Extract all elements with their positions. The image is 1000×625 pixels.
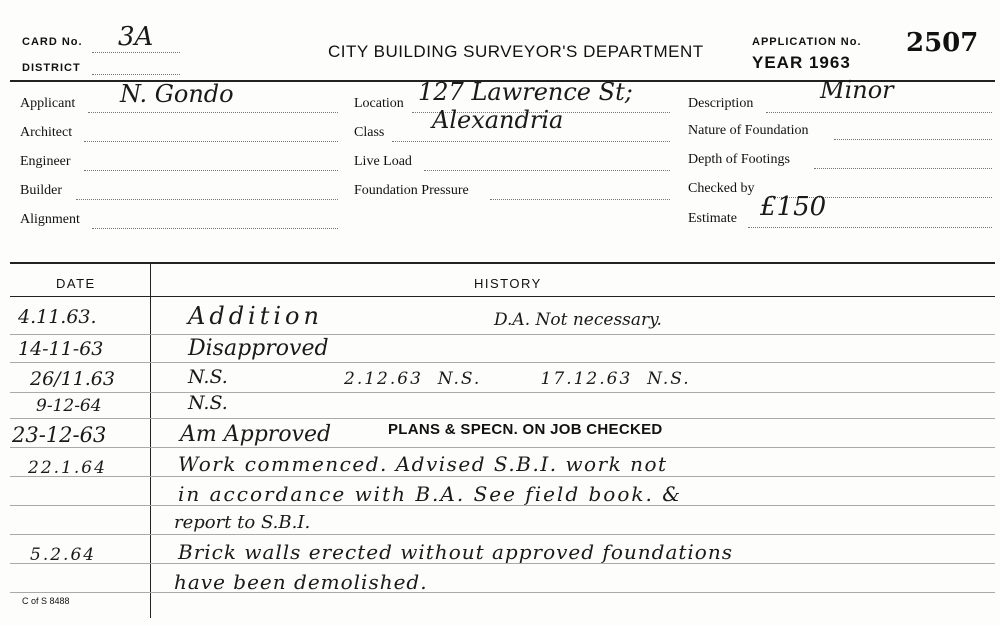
history-row-date: 23-12-63 [12,423,107,447]
application-no-value: 2507 [906,28,979,58]
nature-of-foundation-label: Nature of Foundation [688,123,809,138]
class-label: Class [354,125,385,140]
history-row-entry: Work commenced. Advised S.B.I. work not [178,452,668,476]
history-column-header: HISTORY [474,276,542,291]
history-row-note: 2.12.63 N.S. 17.12.63 N.S. [344,369,691,389]
history-row-date: 22.1.64 [28,458,107,478]
history-row-date: 14-11-63 [18,338,104,360]
history-row-entry: in accordance with B.A. See field book. & [178,482,683,506]
year-label: YEAR 1963 [752,53,851,72]
applicant-value: N. Gondo [120,80,234,108]
builder-label: Builder [20,183,62,198]
card-no-label: CARD No. [22,36,83,48]
estimate-value: £150 [760,192,827,222]
history-row-date: 4.11.63. [18,306,97,328]
form-number: C of S 8488 [22,596,70,606]
location-label: Location [354,96,404,111]
card-no-value: 3A [118,22,154,52]
checked-by-label: Checked by [688,181,755,196]
history-row-entry: N.S. [188,392,228,414]
live-load-label: Live Load [354,154,412,169]
application-no-label: APPLICATION No. [752,36,862,48]
engineer-label: Engineer [20,154,71,169]
approval-stamp: PLANS & SPECN. ON JOB CHECKED [388,421,663,438]
history-row-entry: N.S. [188,366,228,388]
date-column-header: DATE [56,276,96,291]
alignment-label: Alignment [20,212,80,227]
department-title: CITY BUILDING SURVEYOR'S DEPARTMENT [328,42,704,61]
history-row-entry: have been demolished. [174,570,428,594]
history-row-date: 9-12-64 [36,396,102,416]
history-row-date: 5.2.64 [30,545,97,565]
description-label: Description [688,96,754,111]
history-row-note: D.A. Not necessary. [494,310,662,330]
description-value: Minor [820,76,894,104]
history-row-entry: Disapproved [188,336,329,361]
history-row-date: 26/11.63 [30,368,115,390]
district-label: DISTRICT [22,62,81,74]
architect-label: Architect [20,125,73,140]
estimate-label: Estimate [688,211,737,226]
foundation-pressure-label: Foundation Pressure [354,183,469,198]
class-value: Alexandria [432,106,564,134]
history-row-entry: Addition [188,302,323,330]
history-row-entry: Brick walls erected without approved foundations [178,540,733,564]
depth-of-footings-label: Depth of Footings [688,152,790,167]
location-value: 127 Lawrence St; [418,78,633,106]
applicant-label: Applicant [20,96,76,111]
history-row-entry: report to S.B.I. [174,512,311,533]
history-row-entry: Am Approved [180,422,332,447]
